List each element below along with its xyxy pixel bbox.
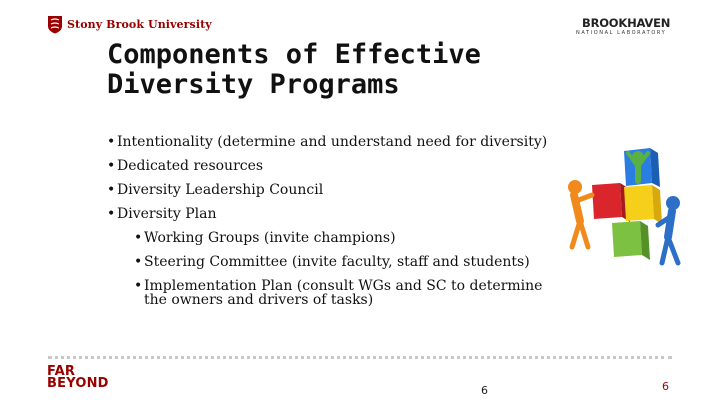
- green-block: [612, 221, 650, 260]
- slide-title-line-1: Components of Effective: [107, 39, 481, 70]
- yellow-block: [624, 185, 662, 224]
- bullet-diversity-plan: • Diversity Plan: [107, 202, 577, 226]
- far-beyond-logo: [47, 366, 109, 390]
- far-beyond-line-1: FAR: [47, 364, 76, 379]
- sub-bullet-implementation-plan-continued: the owners and drivers of tasks): [144, 292, 374, 308]
- sub-bullet-implementation-plan: • Implementation Plan (consult WGs and SC to determine: [134, 274, 577, 298]
- slide-title: [107, 40, 567, 100]
- page-number-center: 6: [481, 384, 488, 397]
- far-beyond-line-2: BEYOND: [47, 376, 109, 391]
- teamwork-blocks-illustration: [560, 143, 700, 273]
- bullet-intentionality: • Intentionality (determine and understand need for diversity): [107, 130, 577, 154]
- page-number-right: 6: [662, 380, 669, 393]
- footer-divider: [48, 356, 672, 359]
- brookhaven-logo-main: BROOKHAVEN: [582, 16, 671, 30]
- slide-title-line-2: Diversity Programs: [107, 69, 400, 100]
- blue-figure: [658, 196, 680, 263]
- bullet-list: [107, 130, 577, 309]
- orange-figure: [568, 180, 592, 247]
- sub-bullet-list: [107, 226, 577, 309]
- bullet-leadership-council: • Diversity Leadership Council: [107, 178, 577, 202]
- stony-brook-crest-icon: [47, 15, 63, 34]
- sub-bullet-steering-committee: • Steering Committee (invite faculty, staff and students): [134, 250, 577, 274]
- sub-bullet-working-groups: • Working Groups (invite champions): [134, 226, 577, 250]
- bullet-dedicated-resources: • Dedicated resources: [107, 154, 577, 178]
- brookhaven-logo-sub: NATIONAL LABORATORY: [576, 30, 667, 36]
- stony-brook-logo: [47, 14, 212, 34]
- brookhaven-logo: [576, 16, 674, 38]
- stony-brook-logo-text: Stony Brook University: [67, 17, 212, 31]
